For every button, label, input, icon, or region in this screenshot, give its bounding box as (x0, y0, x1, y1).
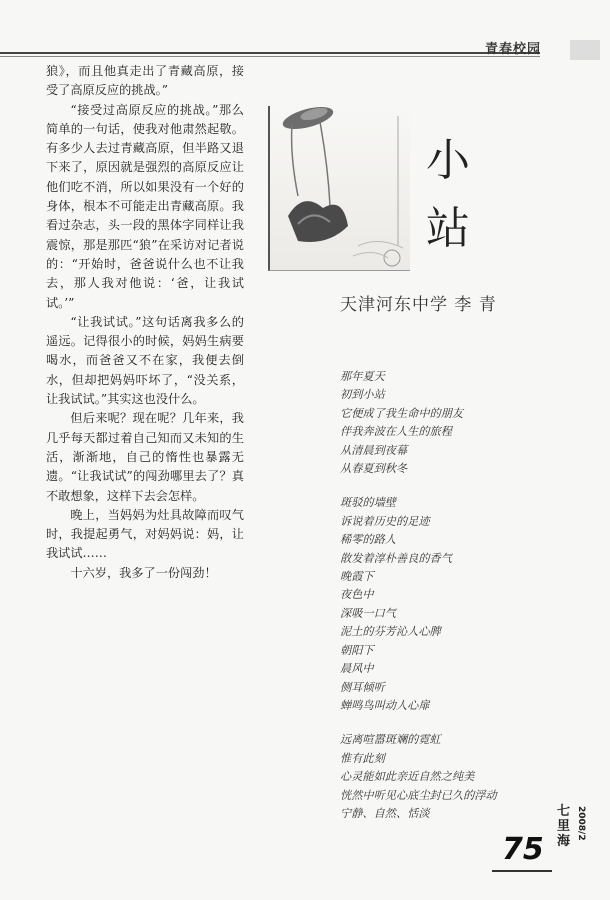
poem-line: 初到小站 (340, 388, 385, 402)
title-char: 小 (426, 135, 470, 186)
poem-line: 朝阳下 (340, 643, 374, 657)
poem-line: 远离喧嚣斑斓的霓虹 (340, 733, 441, 747)
section-label: 青春校园 (485, 42, 542, 57)
paragraph: 狼》，而且他真走出了青藏高原，接受了高原反应的挑战。” (46, 64, 244, 98)
header-rule-thin (0, 56, 540, 57)
poem-stanza (340, 731, 560, 823)
issue-number: 2008/2 (576, 806, 586, 841)
lotus-illustration (268, 96, 418, 276)
poem-line: 那年夏天 (340, 370, 385, 383)
poem-line: 从春夏到秋冬 (340, 462, 408, 476)
page-number: 75 (502, 832, 544, 867)
poem-line: 宁静、自然、恬淡 (340, 806, 430, 820)
paragraph: “让我试试。”这句话离我多么的遥远。记得很小的时候，妈妈生病要喝水，而爸爸又不在家，我便去倒水，但却把妈妈吓坏了，“没关系，让我试试。”其实这也没什么。 (46, 314, 244, 407)
poem-stanza (340, 494, 560, 715)
header-rule (0, 52, 540, 54)
poem-line: 夜色中 (340, 588, 374, 602)
poem-line: 晨风中 (340, 662, 374, 676)
poem-line: 伴我奔波在人生的旅程 (340, 425, 452, 439)
poem-line: 蝉鸣鸟叫动人心扉 (340, 698, 430, 712)
poem-line: 深吸一口气 (340, 606, 396, 620)
paragraph: “接受过高原反应的挑战。”那么简单的一句话，使我对他肃然起敬。有多少人去过青藏高原，但半路又退下来了，原因就是强烈的高原反应让他们吃不消，所以如果没有一个好的身体，根本不可能走出青藏高原。我看过杂志，头一段的黑体字同样让我震惊，那是那匹“狼”在采访对记者说的：“开始时，爸爸说什么也不让我去，那人我对他说：‘爸，让我试试。’” (46, 102, 244, 310)
poem-line: 侧耳倾听 (340, 680, 385, 694)
poem-line: 诉说着历史的足迹 (340, 514, 430, 528)
poem-line: 恍然中听见心底尘封已久的浮动 (340, 788, 497, 802)
poem-line: 稀零的路人 (340, 533, 396, 547)
poem-line: 心灵能如此亲近自然之纯美 (340, 770, 475, 784)
poem-line: 从清晨到夜幕 (340, 443, 408, 457)
poem-line: 惟有此刻 (340, 751, 385, 765)
paragraph: 但后来呢？现在呢？几年来，我几乎每天都过着自己知而又未知的生活，渐渐地，自己的惰性也暴露无遗。“让我试试”的闯劲哪里去了？真不敢想象，这样下去会怎样。 (46, 411, 244, 503)
poem (340, 368, 560, 839)
poem-line: 斑驳的墙壁 (340, 496, 396, 510)
article-body (46, 62, 244, 583)
magazine-name: 七里海 (557, 804, 571, 849)
poem-line: 散发着淳朴善良的香气 (340, 551, 452, 565)
poem-line: 晚霞下 (340, 570, 374, 584)
paragraph: 晚上，当妈妈为灶具故障而叹气时，我提起勇气，对妈妈说：妈，让我试试…… (46, 507, 244, 561)
side-tab (570, 40, 600, 60)
paragraph: 十六岁，我多了一份闯劲！ (70, 565, 217, 580)
poem-line: 泥土的芬芳沁人心脾 (340, 625, 441, 639)
title-char: 站 (426, 203, 470, 254)
poem-line: 它便成了我生命中的朋友 (340, 406, 464, 420)
footer-rule (492, 870, 552, 872)
byline: 天津河东中学 李 青 (340, 295, 497, 315)
poem-stanza (340, 368, 560, 478)
